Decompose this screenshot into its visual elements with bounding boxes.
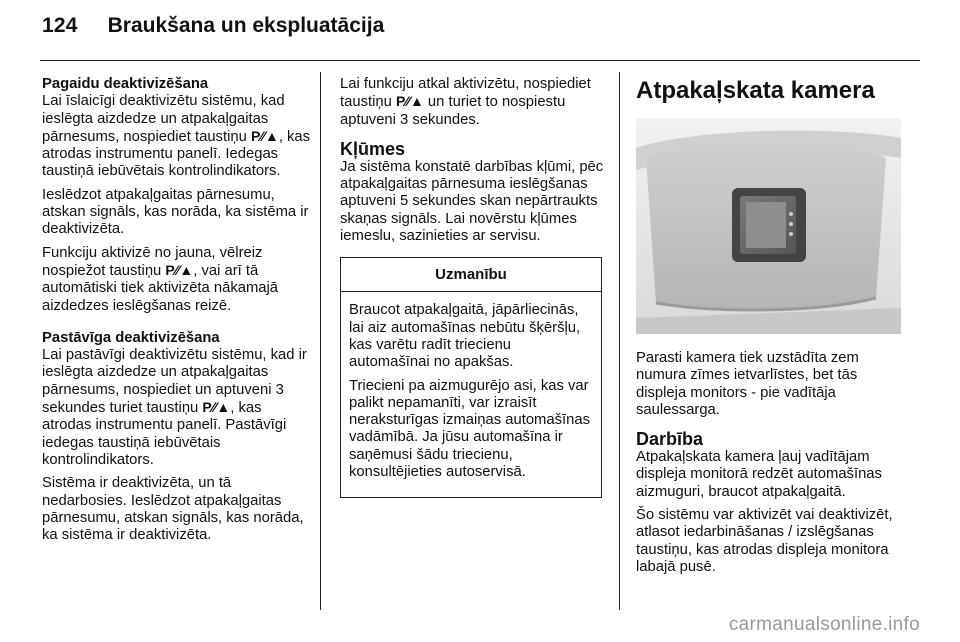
header-rule: [40, 60, 920, 61]
parking-sensor-button-icon: P⁄⁄▲: [250, 127, 279, 144]
heading-temporary-deactivation: Pagaidu deaktivizēšana: [42, 76, 209, 92]
heading-errors: Kļūmes: [340, 138, 406, 159]
page-number: 124: [42, 14, 78, 37]
parking-sensor-button-icon: P⁄⁄▲: [165, 261, 194, 278]
parking-sensor-button-icon: P⁄⁄▲: [202, 399, 231, 416]
paragraph: Lai pastāvīgi deaktivizētu sistēmu, kad ir ieslēgta aizdedze un atpakaļgaitas pārnesums, nospiediet un aptuveni 3 sekundes turiet taustiņu P⁄⁄▲, kas atrodas instrumentu panelī. Pastāvīgi iedegas taustiņā iebūvētais kontrolindikators.: [42, 347, 307, 468]
parking-sensor-button-icon: P⁄⁄▲: [395, 93, 424, 110]
paragraph: Parasti kamera tiek uzstādīta zem numura zīmes ietvarlīstes, bet tās displeja monitors - pie vadītāja saulessarga.: [636, 350, 859, 418]
warning-box: [340, 257, 602, 498]
column-3: [636, 76, 908, 582]
paragraph: Ieslēdzot atpakaļgaitas pārnesumu, atskan signāls, kas norāda, ka sistēma ir deaktivizēta.: [42, 186, 309, 238]
heading-permanent-deactivation: Pastāvīga deaktivizēšana: [42, 329, 220, 346]
sun-visor-monitor-image: [636, 118, 901, 334]
column-2: [340, 76, 604, 498]
warning-title: Uzmanību: [341, 258, 601, 292]
paragraph: Lai funkciju atkal aktivizētu, nospiediet taustiņu P⁄⁄▲ un turiet to nospiestu aptuveni 3 sekundes.: [340, 76, 591, 128]
paragraph: Funkciju aktivizē no jauna, vēlreiz nospiežot taustiņu P⁄⁄▲, vai arī tā automātiski tiek aktivizēta nākamajā aizdedzes ieslēgšanas reizē.: [42, 244, 279, 314]
chapter-title: Braukšana un ekspluatācija: [107, 14, 385, 37]
warning-body: [341, 292, 601, 497]
paragraph: Ja sistēma konstatē darbības kļūmi, pēc atpakaļgaitas pārnesuma ieslēgšanas aptuveni 5 sekundes skan nepārtraukts skaņas signāls. Lai novērstu kļūmes iemeslu, sazinieties ar servisu.: [340, 158, 604, 245]
paragraph: Atpakaļskata kamera ļauj vadītājam displeja monitorā redzēt automašīnas aizmuguri, braucot atpakaļgaitā.: [636, 449, 882, 500]
paragraph: Lai īslaicīgi deaktivizētu sistēmu, kad ieslēgta aizdedze un atpakaļgaitas pārnesums, nospiediet taustiņu P⁄⁄▲, kas atrodas instrumentu panelī. Iedegas taustiņā iebūvētais kontrolindikators.: [42, 93, 311, 180]
heading-rear-view-camera: Atpakaļskata kamera: [636, 77, 875, 104]
heading-operation: Darbība: [636, 429, 704, 450]
paragraph: Triecieni pa aizmugurējo asi, kas var palikt nepamanīti, var izraisīt neraksturīgas izmaiņas automašīnas vadāmībā. Ja jūsu automašīna ir saņēmusi šādu triecienu, konsultējieties autoservisā.: [349, 377, 590, 481]
watermark: carmanualsonline.info: [728, 614, 920, 635]
paragraph: Braucot atpakaļgaitā, jāpārliecinās, lai aiz automašīnas nebūtu šķēršļu, kas varētu radīt triecienu automašīnai no apakšas.: [349, 302, 581, 371]
column-divider-2: [619, 72, 620, 610]
column-1: [42, 76, 314, 550]
paragraph: Šo sistēmu var aktivizēt vai deaktivizēt, atlasot iedarbināšanas / izslēgšanas taustiņu, kas atrodas displeja monitora labajā pusē.: [636, 507, 893, 575]
page-header: [42, 14, 384, 44]
column-divider-1: [320, 72, 321, 610]
paragraph: Sistēma ir deaktivizēta, un tā nedarbosies. Ieslēdzot atpakaļgaitas pārnesumu, atskan signāls, kas norāda, ka sistēma ir deaktivizēta.: [42, 475, 304, 544]
